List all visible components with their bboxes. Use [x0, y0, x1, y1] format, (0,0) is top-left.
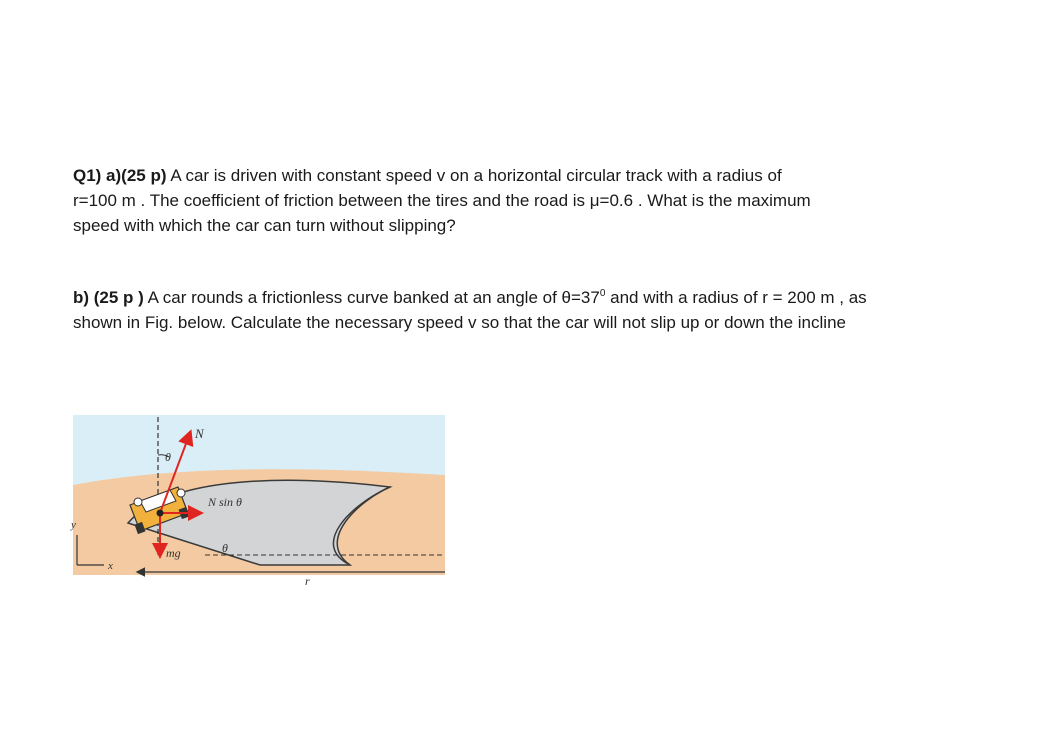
radius-label: r — [305, 574, 310, 588]
x-axis-label: x — [108, 560, 113, 572]
question-1a-line-2: r=100 m . The coefficient of friction between the tires and the road is μ=0.6 . What is the maximum — [73, 191, 811, 210]
y-axis-label: y — [71, 519, 76, 531]
theta-top-label: θ — [165, 450, 171, 464]
question-1a-line-1 — [73, 163, 983, 188]
normal-force-label: N — [195, 426, 204, 441]
weight-label: mg — [166, 546, 181, 560]
question-1b-line-2: shown in Fig. below. Calculate the necessary speed v so that the car will not slip up or down the incline — [73, 313, 846, 332]
question-1b-text-post: and with a radius of r = 200 m , as — [605, 288, 867, 307]
question-1a — [73, 163, 983, 238]
banked-curve-figure — [60, 405, 460, 590]
question-1b-label: b) (25 p ) — [73, 288, 144, 307]
n-sin-theta-label: N sin θ — [208, 495, 242, 509]
question-1a-label: Q1) a)(25 p) — [73, 166, 167, 185]
question-1b-text-pre: A car rounds a frictionless curve banked at an angle of θ=37 — [143, 288, 600, 307]
degree-superscript: 0 — [599, 288, 606, 299]
question-1b-line-1 — [73, 285, 993, 310]
center-of-mass-dot — [157, 510, 164, 517]
theta-bottom-label: θ — [222, 541, 228, 555]
question-1a-line-3: speed with which the car can turn without slipping? — [73, 216, 456, 235]
question-1b — [73, 285, 993, 335]
question-1a-text-1: A car is driven with constant speed v on a horizontal circular track with a radius of — [166, 166, 782, 185]
